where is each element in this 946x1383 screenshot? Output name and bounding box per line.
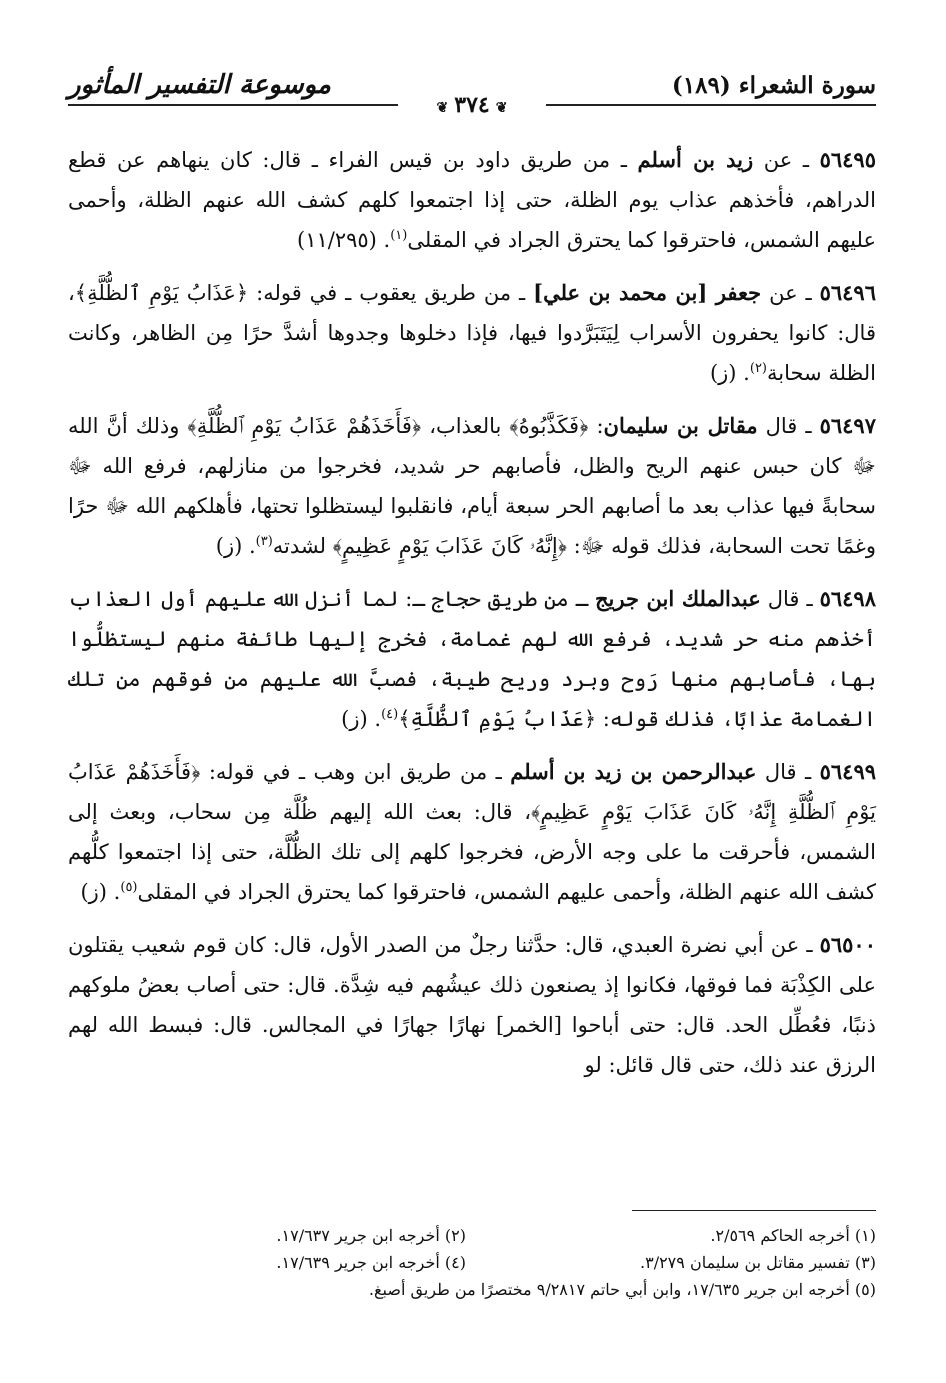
entry-text: ـ من طريق حجاج ـ: لما أنزل الله عليهم أول العذاب أخذهم منه حر شديد، فرفع الله لهم غمامة، فخرج إليها طائفة منهم ليستظلُّوا بها، فأصابهم منها رَوح وبرد وريح طيبة، فصبَّ الله عليهم من فوقهم من تلك الغمامة عذابًا، فذلك قوله: ﴿عَذَابُ يَوْمِ ٱلظُّلَّةِ﴾: [68, 587, 876, 731]
footnote-rule: [632, 1210, 876, 1211]
running-header: [68, 70, 876, 116]
ornament-icon: ❦: [495, 100, 508, 116]
footnote-2: (٢) أخرجه ابن جرير ١٧/٦٣٧.: [276, 1226, 466, 1245]
narrator-name: زيد بن أسلم: [637, 147, 754, 172]
narrator-name: عبدالملك ابن جريج: [594, 586, 761, 611]
hadith-entry: [68, 140, 876, 260]
narrator-name: عبدالرحمن بن زيد بن أسلم: [510, 759, 757, 784]
hadith-entry: [68, 273, 876, 393]
entry-lead: ـ عن أبي نضرة العبدي، قال: حدَّثنا رجلٌ من الصدر الأول، قال: كان قوم شعيب يقتلون على الكِذْبَة فما فوقها، فكانوا إذ يصنعون ذلك عيشُهم فيه شِدَّة. قال: حتى أصاب بعضُ ملوكهم ذنبًا، فعُطِّل الحد. قال: حتى أباحوا [الخمر] نهارًا جهارًا في المجالس. قال: فبسط الله لهم الرزق عند ذلك، حتى قال قائل: لو: [68, 933, 876, 1077]
footnote-row: [68, 1226, 876, 1253]
surah-title: سورة الشعراء (١٨٩): [671, 72, 876, 99]
footnote-row: [68, 1280, 876, 1307]
entry-text: : ﴿فَكَذَّبُوهُ﴾ بالعذاب، ﴿فَأَخَذَهُمْ عَذَابُ يَوْمِ ٱلظُّلَّةِ﴾ وذلك أنَّ الله ﷻ كان حبس عنهم الريح والظل، فأصابهم حر شديد، فخرجوا من منازلهم، فرفع الله ﷻ سحابةً فيها عذاب بعد ما أصابهم الحر سبعة أيام، فانقلبوا ليستظلوا تحتها، فأهلكهم الله ﷻ حرًا وغمًا تحت السحابة، فذلك قوله ﷻ: ﴿إِنَّهُۥ كَانَ عَذَابَ يَوْمٍ عَظِيمٍ﴾ لشدته: [68, 414, 876, 558]
footnote-list: [68, 1226, 876, 1307]
entry-lead: ـ قال: [760, 587, 820, 611]
main-text: [68, 140, 876, 1098]
entry-tail: . (ز): [215, 534, 256, 558]
page-number: ٣٧٤: [454, 92, 490, 118]
entry-lead: ـ قال: [756, 760, 820, 784]
narrator-name: مقاتل بن سليمان: [603, 413, 758, 438]
footnote-4: (٤) أخرجه ابن جرير ١٧/٦٣٩.: [276, 1253, 466, 1272]
entry-number: ٥٦٤٩٧: [819, 413, 876, 438]
narrator-name: جعفر [بن محمد بن علي]: [533, 280, 762, 305]
hadith-entry: [68, 406, 876, 566]
book-title: موسوعة التفسير المأثور: [68, 70, 331, 100]
entry-number: ٥٦٤٩٩: [819, 759, 877, 784]
entry-lead: ـ عن: [753, 148, 820, 172]
hadith-entry: [68, 579, 876, 739]
hadith-entry: [68, 752, 876, 912]
entry-text: ـ من طريق داود بن قيس الفراء ـ قال: كان ينهاهم عن قطع الدراهم، فأخذهم عذاب يوم الظلة، حتى إذا اجتمعوا كلهم كشف الله عنهم الظلة، وأحمى عليهم الشمس، فاحترقوا كما يحترق الجراد في المقلى: [68, 148, 877, 252]
hadith-entry: [68, 925, 876, 1085]
ornament-icon: ❦: [436, 100, 449, 116]
footnote-ref: (١): [390, 228, 408, 243]
entry-text: ـ من طريق ابن وهب ـ في قوله: ﴿فَأَخَذَهُمْ عَذَابُ يَوْمِ ٱلظُّلَّةِ إِنَّهُۥ كَانَ عَذَابَ يَوْمٍ عَظِيمٍ﴾، قال: بعث الله إليهم ظُلَّة مِن سحاب، وبعث إلى الشمس، فأحرقت ما على وجه الأرض، فخرجوا كلهم إلى تلك الظُّلَّة، حتى إذا اجتمعوا كلُّهم كشف الله عنهم الظلة، وأحمى عليهم الشمس، فاحترقوا كما يحترق الجراد في المقلى: [68, 760, 876, 904]
page-number-block: [68, 92, 876, 118]
entry-lead: ـ قال: [757, 414, 820, 438]
entry-tail: . (ز): [341, 707, 382, 731]
entry-lead: ـ عن: [761, 281, 820, 305]
entry-text: ـ من طريق يعقوب ـ في قوله: ﴿عَذَابُ يَوْمِ ٱلظُّلَّةِ﴾، قال: كانوا يحفرون الأسراب لِيَتَبَرَّدوا فيها، فإذا دخلوها وجدوها أشدَّ حرًا مِن الظاهر، وكانت الظلة سحابة: [68, 281, 876, 385]
entry-number: ٥٦٥٠٠: [819, 932, 876, 957]
entry-tail: . (ز): [709, 361, 750, 385]
footnote-ref: (٤): [381, 707, 399, 722]
entry-number: ٥٦٤٩٨: [819, 586, 876, 611]
footnote-ref: (٣): [255, 534, 273, 549]
entry-number: ٥٦٤٩٥: [819, 147, 876, 172]
entry-number: ٥٦٤٩٦: [819, 280, 876, 305]
footnote-ref: (٥): [120, 880, 138, 895]
footnote-3: (٣) تفسير مقاتل بن سليمان ٣/٢٧٩.: [640, 1253, 876, 1272]
entry-tail: . (١١/٢٩٥): [296, 228, 391, 252]
entry-tail: . (ز): [80, 880, 121, 904]
footnote-ref: (٢): [749, 361, 767, 376]
footnote-5: (٥) أخرجه ابن جرير ١٧/٦٣٥، وابن أبي حاتم ٩/٢٨١٧ مختصرًا من طريق أصبغ.: [368, 1280, 876, 1299]
footnote-row: [68, 1253, 876, 1280]
footnote-1: (١) أخرجه الحاكم ٢/٥٦٩.: [710, 1226, 876, 1245]
